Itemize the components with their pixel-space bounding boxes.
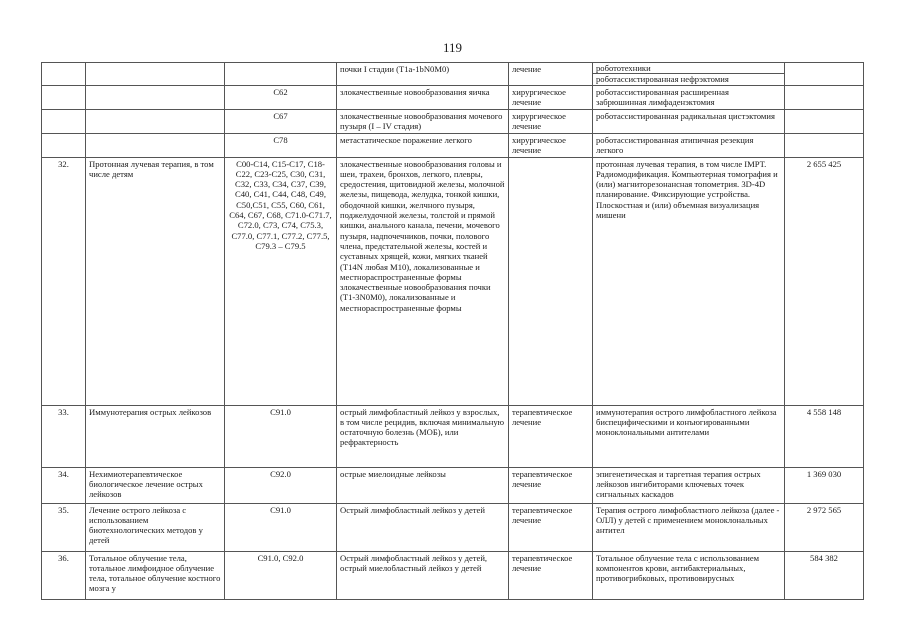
method-line: робототехники — [593, 63, 784, 74]
cost — [785, 133, 864, 157]
table-row — [42, 157, 864, 405]
row-number: 34. — [42, 467, 86, 503]
treatment-type: терапевтическое лечение — [509, 467, 593, 503]
patient-model: Острый лимфобластный лейкоз у детей — [337, 503, 509, 551]
treatment-method: эпигенетическая и таргетная терапия острых лейкозов ингибиторами ключевых точек сигнальных каскадов — [593, 467, 785, 503]
treatment-name: Протонная лучевая терапия, в том числе детям — [86, 157, 225, 405]
icd-codes: C62 — [225, 85, 337, 109]
table-row — [42, 63, 864, 86]
treatment-name — [86, 109, 225, 133]
treatment-type: хирургическое лечение — [509, 85, 593, 109]
table-row — [42, 551, 864, 599]
icd-codes: C92.0 — [225, 467, 337, 503]
cost — [785, 85, 864, 109]
row-number: 35. — [42, 503, 86, 551]
treatment-name — [86, 133, 225, 157]
row-number — [42, 85, 86, 109]
treatment-method: роботассистированная расширенная забрюшинная лимфаденэктомия — [593, 85, 785, 109]
patient-model: злокачественные новообразования головы и шеи, трахеи, бронхов, легкого, плевры, средостения, щитовидной железы, молочной железы, пищевода, желудка, тонкой кишки, ободочной кишки, желчного пузыря, поджелудочной железы, толстой и прямой кишки, анального канала, печени, мочевого пузыря, надпочечников, почки, полового члена, предстательной железы, костей и суставных хрящей, кожи, мягких тканей (T14N любая M10), локализованные и местнораспространенные формы злокачественные новообразования почки (T1-3N0M0), локализованные и местнораспространенные формы — [337, 157, 509, 405]
patient-model: почки I стадии (T1a-1bN0M0) — [337, 63, 509, 86]
patient-model: острый лимфобластный лейкоз у взрослых, в том числе рецидив, включая минимальную остаточную болезнь (МОБ), или рефрактерность — [337, 405, 509, 467]
treatment-name: Лечение острого лейкоза с использованием биотехнологических методов у детей — [86, 503, 225, 551]
treatment-method: протонная лучевая терапия, в том числе IMPT. Радиомодификация. Компьютерная томография и (или) магниторезонансная топометрия. 3D-4D планирование. Фиксирующие устройства. Плоскостная и (или) объемная визуализация мишени — [593, 157, 785, 405]
patient-model: метастатическое поражение легкого — [337, 133, 509, 157]
table-row — [42, 133, 864, 157]
icd-codes: C91.0, C92.0 — [225, 551, 337, 599]
icd-codes: C91.0 — [225, 405, 337, 467]
page-number: 119 — [442, 40, 463, 55]
patient-model: злокачественные новообразования мочевого пузыря (I – IV стадия) — [337, 109, 509, 133]
table-row — [42, 109, 864, 133]
treatment-type: хирургическое лечение — [509, 109, 593, 133]
treatment-type: терапевтическое лечение — [509, 405, 593, 467]
cost: 4 558 148 — [785, 405, 864, 467]
treatment-type — [509, 157, 593, 405]
treatment-method: иммунотерапия острого лимфобластного лейкоза биспецифическими и конъюгированными моноклональными антителами — [593, 405, 785, 467]
treatment-name — [86, 63, 225, 86]
treatment-type: хирургическое лечение — [509, 133, 593, 157]
patient-model: злокачественные новообразования яичка — [337, 85, 509, 109]
patient-model: острые миелоидные лейкозы — [337, 467, 509, 503]
treatment-name: Тотальное облучение тела, тотальное лимфоидное облучение тела, тотальное облучение костного мозга у — [86, 551, 225, 599]
treatment-method: роботассистированная атипичная резекция легкого — [593, 133, 785, 157]
table-row — [42, 405, 864, 467]
row-number — [42, 63, 86, 86]
patient-model: Острый лимфобластный лейкоз у детей, острый миелобластный лейкоз у детей — [337, 551, 509, 599]
treatment-name: Нехимиотерапевтическое биологическое лечение острых лейкозов — [86, 467, 225, 503]
treatment-name: Иммунотерапия острых лейкозов — [86, 405, 225, 467]
treatment-type: терапевтическое лечение — [509, 503, 593, 551]
cost — [785, 63, 864, 86]
row-number: 36. — [42, 551, 86, 599]
icd-codes — [225, 63, 337, 86]
method-line: роботассистированная нефрэктомия — [596, 74, 729, 85]
row-number — [42, 109, 86, 133]
cost: 1 369 030 — [785, 467, 864, 503]
treatment-method — [593, 63, 785, 86]
treatment-table — [41, 62, 864, 600]
row-number: 32. — [42, 157, 86, 405]
treatment-method: Терапия острого лимфобластного лейкоза (далее - ОЛЛ) у детей с применением моноклональных антител — [593, 503, 785, 551]
treatment-type: терапевтическое лечение — [509, 551, 593, 599]
cost: 584 382 — [785, 551, 864, 599]
row-number: 33. — [42, 405, 86, 467]
icd-codes: C00-C14, C15-C17, C18-C22, C23-C25, C30, C31, C32, C33, C34, C37, C39, C40, C41, C44, C48, C49, C50,C51, C55, C60, C61, C64, C67, C68, C71.0-C71.7, C72.0, C73, C74, C75.3, C77.0, C77.1, C77.2, C77.5, C79.3 – C79.5 — [225, 157, 337, 405]
treatment-method: роботассистированная радикальная цистэктомия — [593, 109, 785, 133]
treatment-name — [86, 85, 225, 109]
table-row — [42, 503, 864, 551]
icd-codes: C78 — [225, 133, 337, 157]
icd-codes: C67 — [225, 109, 337, 133]
cost: 2 972 565 — [785, 503, 864, 551]
cost — [785, 109, 864, 133]
table-row — [42, 467, 864, 503]
treatment-method: Тотальное облучение тела с использованием компонентов крови, антибактериальных, противогрибковых, противовирусных — [593, 551, 785, 599]
row-number — [42, 133, 86, 157]
icd-codes: C91.0 — [225, 503, 337, 551]
cost: 2 655 425 — [785, 157, 864, 405]
treatment-type: лечение — [509, 63, 593, 86]
table-row — [42, 85, 864, 109]
